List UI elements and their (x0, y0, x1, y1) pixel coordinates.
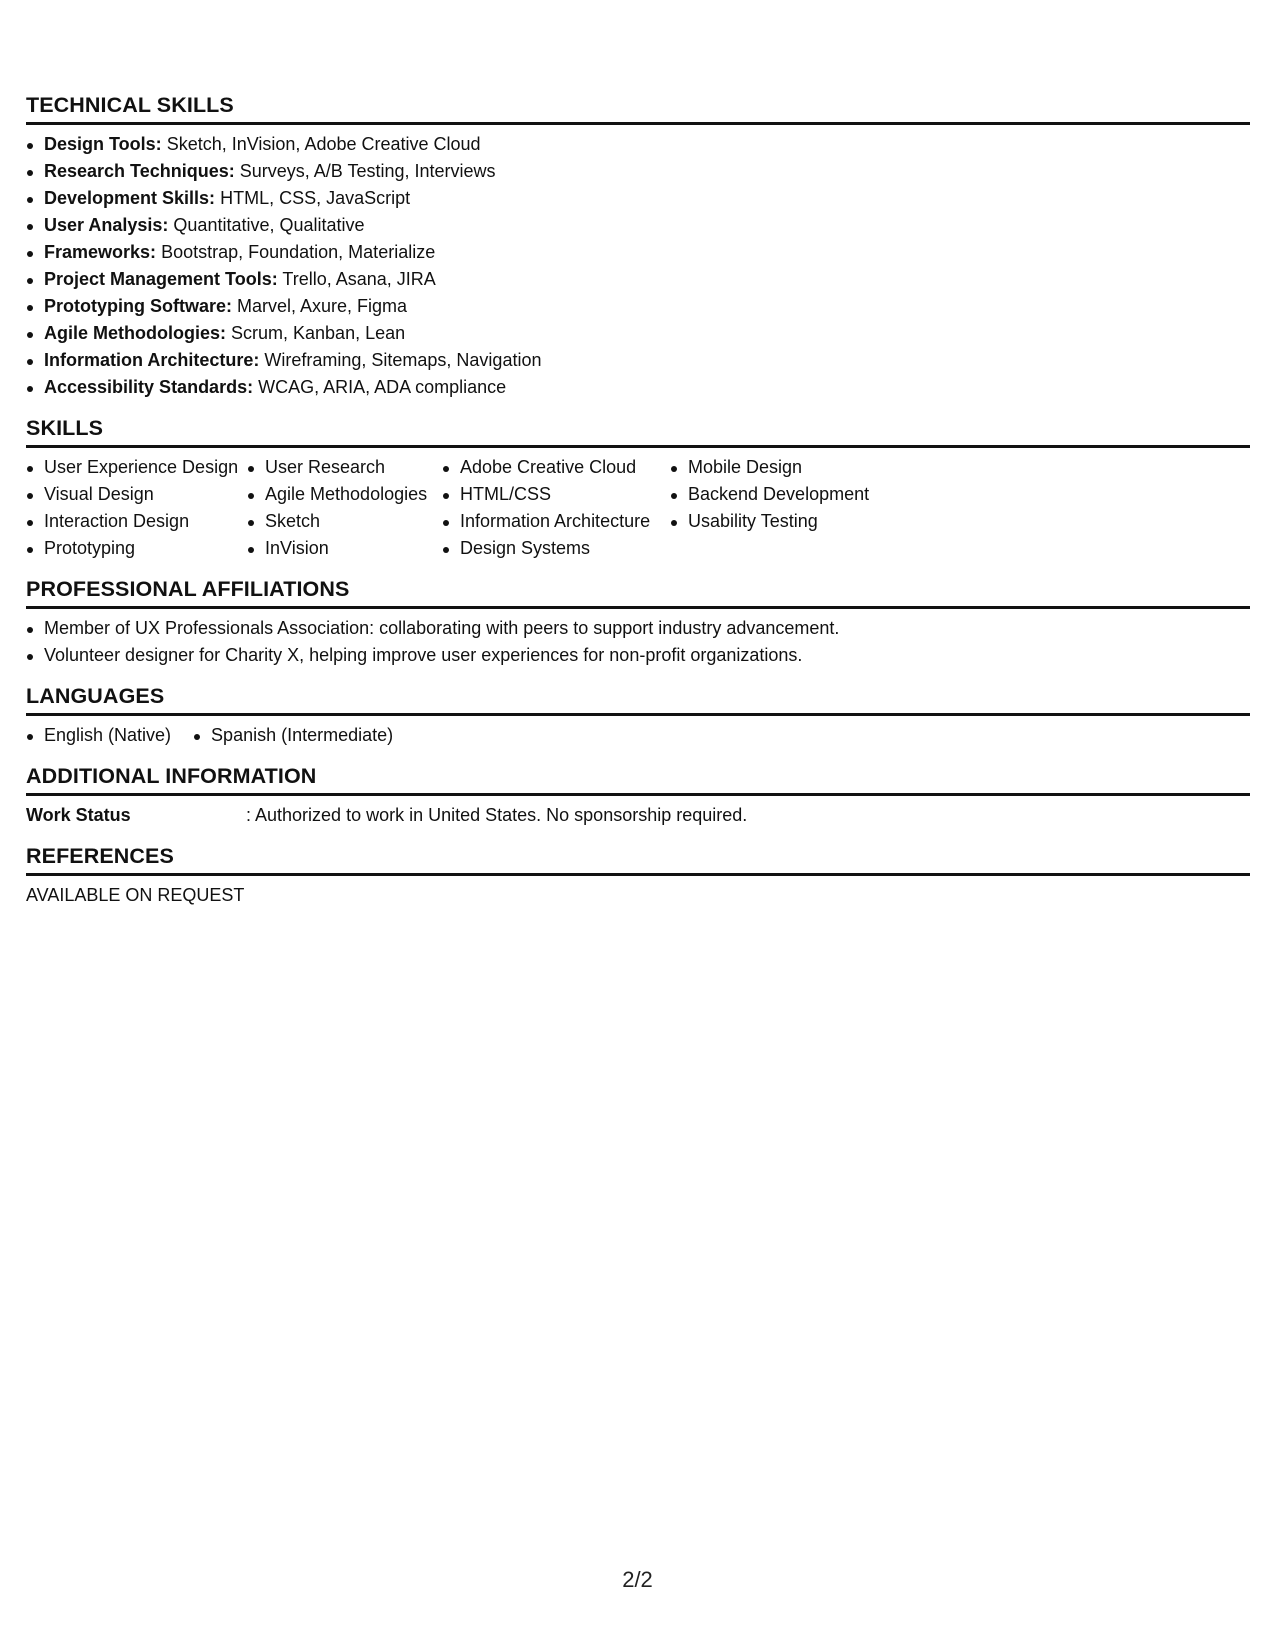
list-item: Spanish (Intermediate) (193, 722, 393, 749)
section-title-affiliations: PROFESSIONAL AFFILIATIONS (26, 577, 350, 601)
technical-skills-list (26, 131, 1250, 401)
section-title-skills: SKILLS (26, 416, 104, 440)
section-title-references: REFERENCES (26, 844, 174, 868)
work-status-label: Work Status (26, 805, 131, 825)
skills-column (442, 454, 670, 562)
list-item: Design Tools: Sketch, InVision, Adobe Creative Cloud (26, 131, 1250, 158)
affiliations-section (26, 576, 1250, 669)
list-item: Adobe Creative Cloud (442, 454, 670, 481)
skills-column (26, 454, 247, 562)
references-text: AVAILABLE ON REQUEST (26, 885, 245, 905)
list-item: English (Native) (26, 722, 171, 749)
list-item: Frameworks: Bootstrap, Foundation, Materialize (26, 239, 1250, 266)
resume-page (26, 92, 1250, 923)
section-divider (26, 793, 1250, 796)
list-item: Development Skills: HTML, CSS, JavaScript (26, 185, 1250, 212)
additional-info-section (26, 763, 1250, 829)
skills-section (26, 415, 1250, 562)
list-item: Agile Methodologies: Scrum, Kanban, Lean (26, 320, 1250, 347)
list-item: User Experience Design (26, 454, 247, 481)
page-number: 2/2 (622, 1567, 653, 1592)
list-item: User Research (247, 454, 442, 481)
list-item: InVision (247, 535, 442, 562)
section-divider (26, 873, 1250, 876)
list-item: Project Management Tools: Trello, Asana, JIRA (26, 266, 1250, 293)
list-item: Agile Methodologies (247, 481, 442, 508)
list-item: Member of UX Professionals Association: collaborating with peers to support industry advancement. (26, 615, 1250, 642)
technical-skills-section (26, 92, 1250, 401)
list-item: Prototyping (26, 535, 247, 562)
references-section (26, 843, 1250, 909)
skills-column (670, 454, 900, 562)
list-item: Research Techniques: Surveys, A/B Testing, Interviews (26, 158, 1250, 185)
list-item: HTML/CSS (442, 481, 670, 508)
list-item: Usability Testing (670, 508, 900, 535)
section-divider (26, 122, 1250, 125)
skills-grid (26, 454, 1250, 562)
section-title-languages: LANGUAGES (26, 684, 165, 708)
list-item: Prototyping Software: Marvel, Axure, Figma (26, 293, 1250, 320)
languages-section (26, 683, 1250, 749)
list-item: User Analysis: Quantitative, Qualitative (26, 212, 1250, 239)
list-item: Accessibility Standards: WCAG, ARIA, ADA compliance (26, 374, 1250, 401)
list-item: Visual Design (26, 481, 247, 508)
list-item: Backend Development (670, 481, 900, 508)
list-item: Information Architecture: Wireframing, Sitemaps, Navigation (26, 347, 1250, 374)
languages-list (26, 722, 1250, 749)
list-item: Design Systems (442, 535, 670, 562)
list-item: Sketch (247, 508, 442, 535)
affiliations-list (26, 615, 1250, 669)
section-title-technical-skills: TECHNICAL SKILLS (26, 93, 234, 117)
section-divider (26, 445, 1250, 448)
section-divider (26, 606, 1250, 609)
work-status-row (26, 802, 1250, 829)
skills-column (247, 454, 442, 562)
list-item: Volunteer designer for Charity X, helping improve user experiences for non-profit organizations. (26, 642, 1250, 669)
section-title-additional-info: ADDITIONAL INFORMATION (26, 764, 317, 788)
list-item: Interaction Design (26, 508, 247, 535)
section-divider (26, 713, 1250, 716)
work-status-value: : Authorized to work in United States. No sponsorship required. (246, 805, 748, 825)
list-item: Information Architecture (442, 508, 670, 535)
list-item: Mobile Design (670, 454, 900, 481)
